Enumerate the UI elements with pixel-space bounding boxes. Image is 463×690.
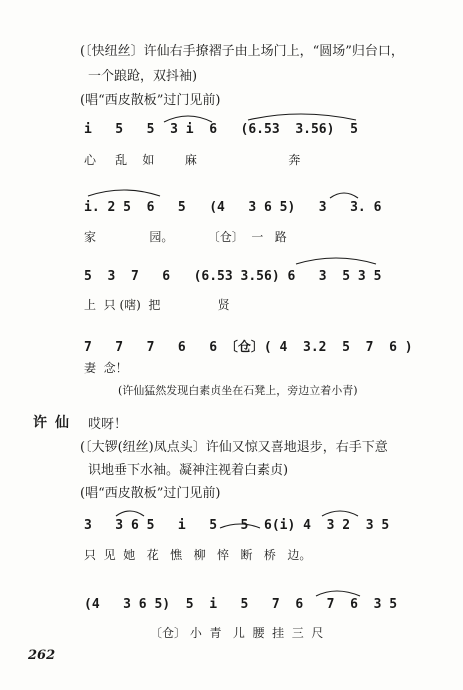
stage-direction-2: 一个踉跄，双抖袖) <box>88 69 198 84</box>
score-row-3-notes: 5 3 7 6 (6.53 3.56) 6 3 5 3 5 <box>84 269 382 284</box>
score-row-2-notes: i. 2 5 6 5 (4 3 6 5) 3 3. 6 <box>84 200 382 215</box>
role-name: 许仙 <box>33 415 77 431</box>
score-row-1-notes: i 5 5 3 i 6 (6.53 3.56) 5 <box>84 122 358 137</box>
stage-direction-7: (唱“西皮散板”过门见前) <box>80 486 221 501</box>
stage-direction-6: 识地垂下水袖。凝神注视着白素贞) <box>88 463 289 478</box>
score-row-6-lyrics: 〔仓〕 小 青 儿 腰 挂 三 尺 <box>150 626 324 640</box>
score-row-1-lyrics: 心 乱 如 麻 奔 <box>84 153 301 167</box>
page-number: 262 <box>28 648 56 663</box>
stage-direction-4: (许仙猛然发现白素贞坐在石凳上，旁边立着小青) <box>118 384 358 397</box>
score-row-4-notes: 7 7 7 6 6 〔仓〕( 4 3.2 5 7 6 ) <box>84 340 413 355</box>
score-row-3-lyrics: 上 只 (嗐) 把 贤 <box>84 298 230 312</box>
score-row-5-lyrics: 只 见 她 花 憔 柳 悴 断 桥 边。 <box>84 548 312 562</box>
stage-direction-5: (〔大锣(纽丝)凤点头〕许仙又惊又喜地退步，右手下意 <box>80 440 388 455</box>
stage-direction-3: (唱“西皮散板”过门见前) <box>80 93 221 108</box>
score-row-6-notes: (4 3 6 5) 5 i 5 7 6 7 6 3 5 <box>84 597 398 612</box>
stage-direction-1: (〔快纽丝〕许仙右手撩褶子由上场门上，“圆场”归台口， <box>80 44 404 59</box>
score-row-2-lyrics: 家 园。 〔仓〕 一 路 <box>84 230 287 244</box>
spoken-line: 哎呀！ <box>88 417 128 432</box>
score-row-4-lyrics: 妻 念！ <box>84 361 128 375</box>
score-row-5-notes: 3 3 6 5 i 5 5 6(i) 4 3 2 3 5 <box>84 518 390 533</box>
